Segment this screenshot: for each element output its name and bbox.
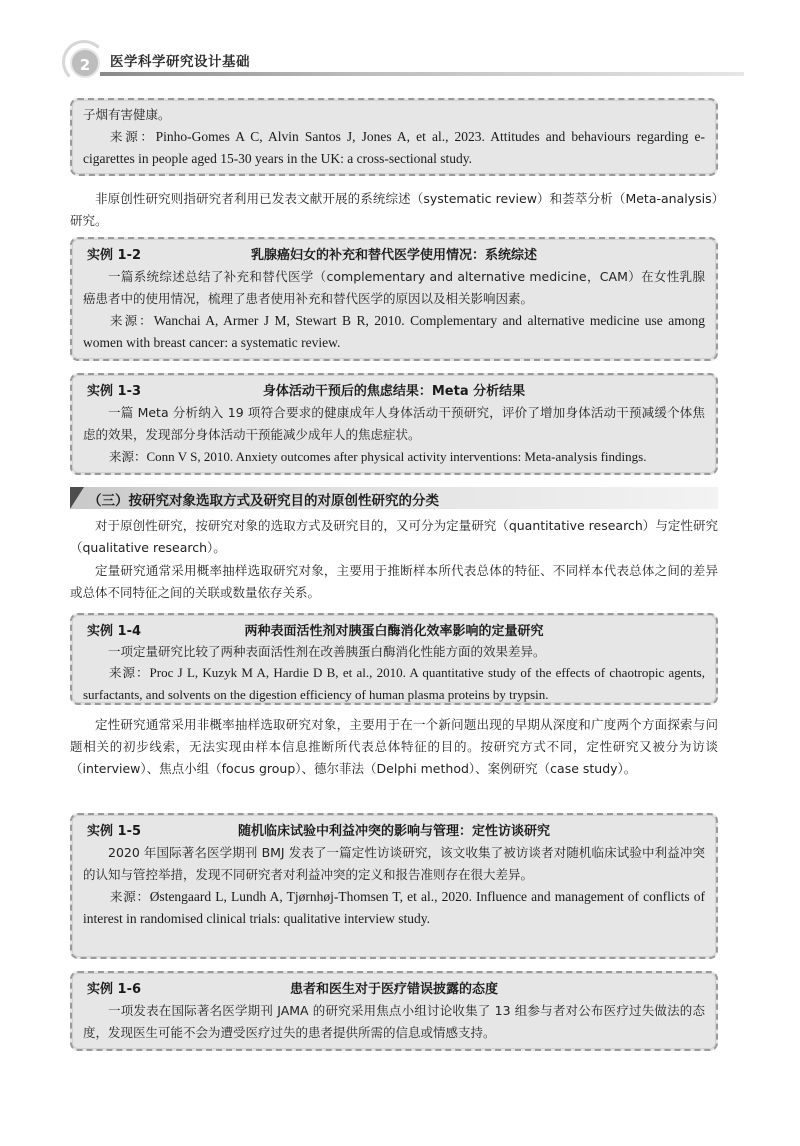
source-label: 来源：: [110, 889, 150, 904]
case-box-1-3: [70, 373, 718, 475]
case-source: [83, 126, 705, 170]
case-source: [83, 886, 705, 930]
source-label: 来源：: [110, 313, 154, 328]
source-citation: Wanchai A, Armer J M, Stewart B R, 2010. Complementary and alternative medicine use among women with breast cancer: a systematic review.: [83, 313, 705, 350]
case-title: 随机临床试验中利益冲突的影响与管理：定性访谈研究: [237, 824, 550, 839]
section-heading-text: （三）按研究对象选取方式及研究目的对原创性研究的分类: [88, 493, 439, 509]
case-heading: [83, 820, 705, 842]
running-header: [62, 44, 742, 78]
case-heading: [83, 244, 705, 266]
case-title: 两种表面活性剂对胰蛋白酶消化效率影响的定量研究: [244, 624, 544, 639]
case-id: 实例 1-5: [87, 824, 142, 839]
case-body: 一项发表在国际著名医学期刊 JAMA 的研究采用焦点小组讨论收集了 13 组参与者对公布医疗过失做法的态度，发现医生可能不会为遭受医疗过失的患者提供所需的信息或情感支持。: [83, 1003, 705, 1040]
case-source: [83, 446, 705, 468]
case-id: 实例 1-6: [87, 982, 142, 997]
body-paragraph: 对于原创性研究，按研究对象的选取方式及研究目的，又可分为定量研究（quantitative research）与定性研究（qualitative research）。: [70, 518, 718, 555]
source-label: 来源：: [109, 665, 150, 680]
case-source: [83, 310, 705, 354]
case-id: 实例 1-4: [87, 624, 142, 639]
case-heading: [83, 380, 705, 402]
body-paragraph: 定性研究通常采用非概率抽样选取研究对象，主要用于在一个新问题出现的早期从深度和广度两个方面探索与问题相关的初步线索，无法实现由样本信息推断所代表总体特征的目的。按研究方式不同，定性研究又被分为访谈（interview）、焦点小组（focus group）、德尔菲法（Delphi method）、案例研究（case study）。: [70, 717, 718, 776]
case-body: 2020 年国际著名医学期刊 BMJ 发表了一篇定性访谈研究，该文收集了被访谈者对随机临床试验中利益冲突的认知与管控举措，发现不同研究者对利益冲突的定义和报告准则存在很大差异。: [83, 845, 705, 882]
case-title: 患者和医生对于医疗错误披露的态度: [289, 982, 498, 997]
header-rule: [100, 72, 744, 76]
case-box-1-2: [70, 237, 718, 361]
page-number: 2: [70, 48, 100, 78]
case-heading: [83, 620, 705, 642]
case-body: 一项定量研究比较了两种表面活性剂在改善胰蛋白酶消化性能方面的效果差异。: [108, 644, 546, 659]
source-citation: Conn V S, 2010. Anxiety outcomes after physical activity interventions: Meta-analysis findings.: [146, 449, 647, 464]
case-body: 子烟有害健康。: [83, 107, 171, 122]
body-paragraph: 非原创性研究则指研究者利用已发表文献开展的系统综述（systematic review）和荟萃分析（Meta-analysis）研究。: [70, 191, 718, 228]
body-paragraph: 定量研究通常采用概率抽样选取研究对象，主要用于推断样本所代表总体的特征、不同样本代表总体之间的差异或总体不同特征之间的关联或数量依存关系。: [70, 563, 718, 600]
case-body: 一篇系统综述总结了补充和替代医学（complementary and alternative medicine，CAM）在女性乳腺癌患者中的使用情况，梳理了患者使用补充和替代医学的原因以及相关影响因素。: [83, 269, 705, 306]
case-heading: [83, 978, 705, 1000]
source-citation: Proc J L, Kuzyk M A, Hardie D B, et al., 2010. A quantitative study of the effects of chaotropic agents, surfactants, and solvents on the digestion efficiency of human plasma proteins by trypsin.: [83, 665, 705, 702]
source-label: 来源：: [110, 129, 156, 144]
case-title: 乳腺癌妇女的补充和替代医学使用情况：系统综述: [250, 248, 537, 263]
case-box-1-4: [70, 613, 718, 705]
source-citation: Pinho-Gomes A C, Alvin Santos J, Jones A, et al., 2023. Attitudes and behaviours regarding e-cigarettes in people aged 15-30 years in the UK: a cross-sectional study.: [83, 129, 705, 166]
case-id: 实例 1-3: [87, 384, 142, 399]
case-id: 实例 1-2: [87, 248, 142, 263]
case-body: 一篇 Meta 分析纳入 19 项符合要求的健康成年人身体活动干预研究，评价了增加身体活动干预减缓个体焦虑的效果，发现部分身体活动干预能减少成年人的焦虑症状。: [83, 405, 705, 442]
section-heading: [70, 487, 718, 509]
source-label: 来源：: [109, 449, 147, 464]
case-title: 身体活动干预后的焦虑结果：Meta 分析结果: [262, 384, 526, 399]
case-box-1-6: [70, 971, 718, 1051]
case-source: [83, 662, 705, 706]
section-marker: [70, 487, 84, 509]
case-box-1-5: [70, 813, 718, 959]
source-citation: Østengaard L, Lundh A, Tjørnhøj-Thomsen T, et al., 2020. Influence and management of conflicts of interest in randomised clinical trials: qualitative interview study.: [83, 889, 705, 926]
book-title: 医学科学研究设计基础: [110, 54, 250, 70]
case-box-continued: [70, 98, 718, 176]
